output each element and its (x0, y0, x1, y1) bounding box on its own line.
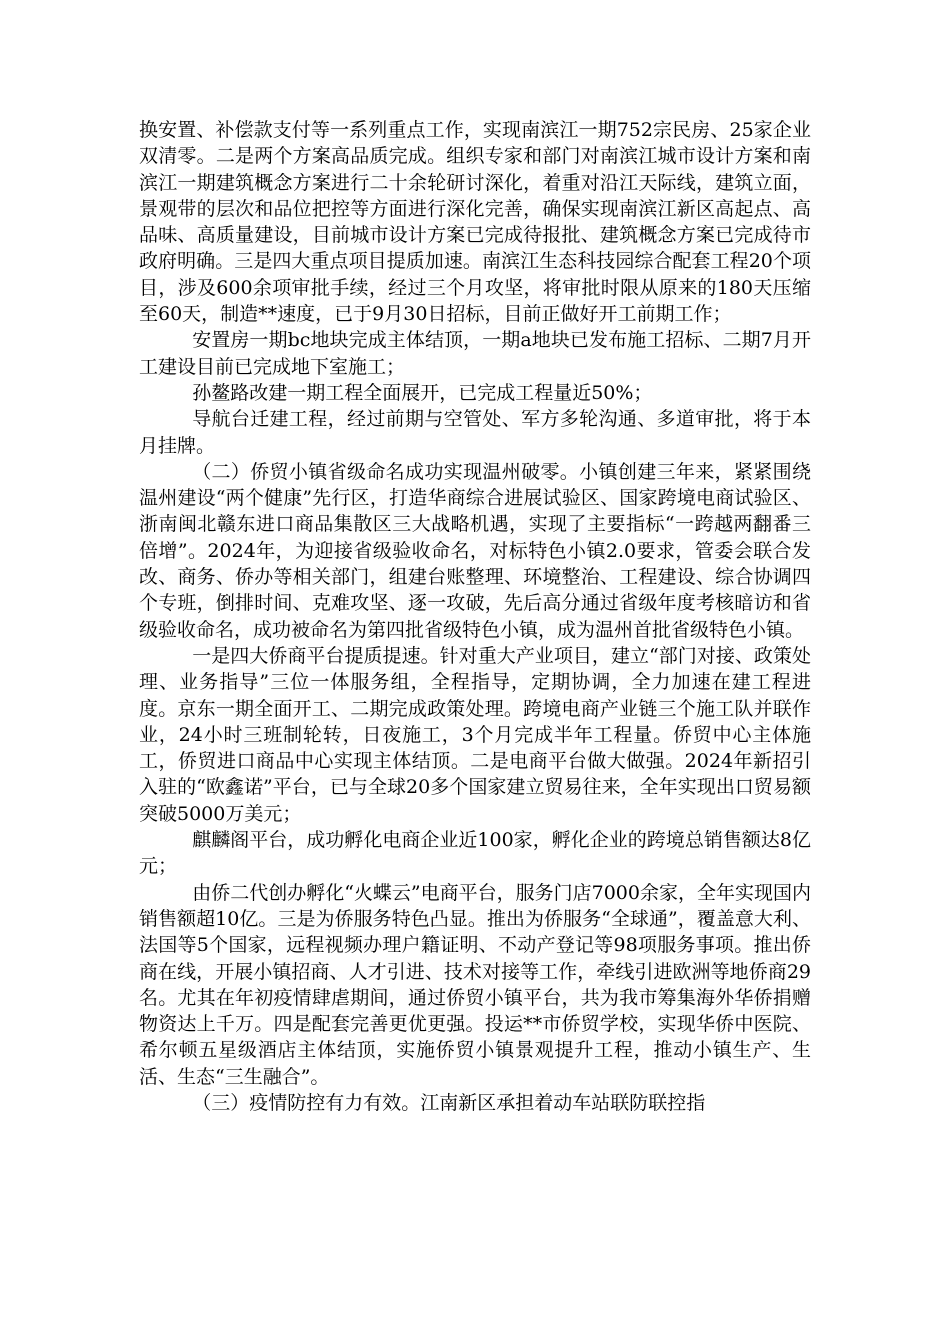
paragraph-9: （三）疫情防控有力有效。江南新区承担着动车站联防联控指 (192, 1091, 706, 1114)
document-body (139, 117, 811, 1116)
paragraph-8: 由侨二代创办孵化“火蝶云”电商平台，服务门店7000余家，全年实现国内销售额超10亿。三是为侨服务特色凸显。推出为侨服务“全球通”，覆盖意大利、法国等5个国家，远程视频办理户籍证明、不动产登记等98项服务事项。推出侨商在线，开展小镇招商、人才引进、技术对接等工作，牵线引进欧洲等地侨商29名。尤其在年初疫情肆虐期间，通过侨贸小镇平台，共为我市筹集海外华侨捐赠物资达上千万。四是配套完善更优更强。投运**市侨贸学校，实现华侨中医院、希尔顿五星级酒店主体结顶，实施侨贸小镇景观提升工程，推动小镇生产、生活、生态“三生融合”。 (139, 881, 811, 1088)
paragraph-6: 一是四大侨商平台提质提速。针对重大产业项目，建立“部门对接、政策处理、业务指导”三位一体服务组，全程指导，定期协调，全力加速在建工程进度。京东一期全面开工、二期完成政策处理。跨境电商产业链三个施工队并联作业，24小时三班制轮转，日夜施工，3个月完成半年工程量。侨贸中心主体施工，侨贸进口商品中心实现主体结顶。二是电商平台做大做强。2024年新招引入驻的“欧鑫诺”平台，已与全球20多个国家建立贸易往来，全年实现出口贸易额突破5000万美元； (139, 644, 811, 825)
paragraph-1: 换安置、补偿款支付等一系列重点工作，实现南滨江一期752宗民房、25家企业双清零。二是两个方案高品质完成。组织专家和部门对南滨江城市设计方案和南滨江一期建筑概念方案进行二十余轮研讨深化，着重对沿江天际线，建筑立面，景观带的层次和品位把控等方面进行深化完善，确保实现南滨江新区高起点、高品味、高质量建设，目前城市设计方案已完成待报批、建筑概念方案已完成待市政府明确。三是四大重点项目提质加速。南滨江生态科技园综合配套工程20个项目，涉及600余项审批手续，经过三个月攻坚，将审批时限从原来的180天压缩至60天，制造**速度，已于9月30日招标，目前正做好开工前期工作； (139, 119, 811, 326)
paragraph-7: 麒麟阁平台，成功孵化电商企业近100家，孵化企业的跨境总销售额达8亿元； (139, 829, 811, 878)
paragraph-5: （二）侨贸小镇省级命名成功实现温州破零。小镇创建三年来，紧紧围绕温州建设“两个健康”先行区，打造华商综合进展试验区、国家跨境电商试验区、浙南闽北赣东进口商品集散区三大战略机遇，实现了主要指标“一跨越两翻番三倍增”。2024年，为迎接省级验收命名，对标特色小镇2.0要求，管委会联合发改、商务、侨办等相关部门，组建台账整理、环境整治、工程建设、综合协调四个专班，倒排时间、克难攻坚、逐一攻破，先后高分通过省级年度考核暗访和省级验收命名，成功被命名为第四批省级特色小镇，成为温州首批省级特色小镇。 (139, 460, 811, 641)
paragraph-2: 安置房一期bc地块完成主体结顶，一期a地块已发布施工招标、二期7月开工建设目前已完成地下室施工； (139, 329, 811, 378)
paragraph-4: 导航台迁建工程，经过前期与空管处、军方多轮沟通、多道审批，将于本月挂牌。 (139, 408, 811, 457)
paragraph-3: 孙鳌路改建一期工程全面展开，已完成工程量近50%； (192, 381, 653, 404)
